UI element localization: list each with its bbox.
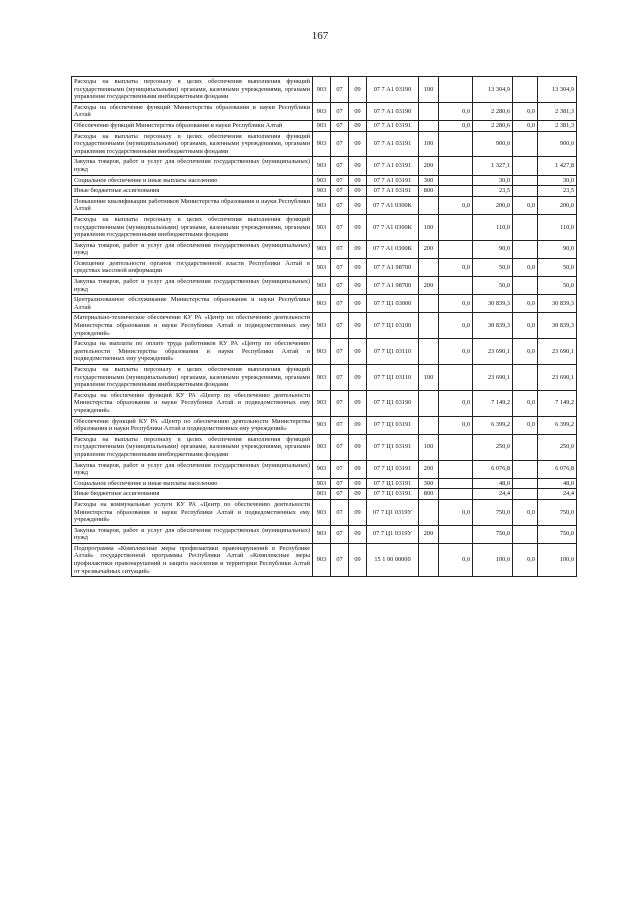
row-value-3: [513, 186, 538, 197]
row-value-3: 0,0: [513, 102, 538, 120]
row-description: Расходы на коммунальные услуги КУ РА «Центр по обеспечению деятельности Министерства образования и науки Республики Алтай и подведомственных ему учреждений»: [72, 499, 313, 525]
row-value-2: 2 280,6: [473, 120, 513, 131]
row-csr-code: 07 7 Ц1 03110: [367, 365, 419, 391]
row-value-4: 250,0: [538, 434, 577, 460]
row-pr-code: 09: [349, 365, 367, 391]
row-rz-code: 07: [331, 478, 349, 489]
row-value-4: 200,0: [538, 196, 577, 214]
table-row: [72, 102, 577, 120]
row-value-2: 6 076,8: [473, 460, 513, 478]
row-value-2: 24,4: [473, 489, 513, 500]
row-value-1: [439, 460, 473, 478]
row-value-1: 0,0: [439, 295, 473, 313]
row-value-1: [439, 186, 473, 197]
row-value-1: [439, 277, 473, 295]
row-rz-code: 07: [331, 434, 349, 460]
row-csr-code: 07 7 Ц1 03190: [367, 390, 419, 416]
row-pr-code: 09: [349, 186, 367, 197]
row-description: Повышение квалификации работников Министерства образования и науки Республики Алтай: [72, 196, 313, 214]
row-csr-code: 07 7 А1 03191: [367, 120, 419, 131]
row-gr-code: 903: [313, 196, 331, 214]
row-csr-code: 07 7 Ц1 03000: [367, 295, 419, 313]
row-value-1: [439, 525, 473, 543]
row-vr-code: [419, 543, 439, 576]
row-gr-code: 903: [313, 240, 331, 258]
row-rz-code: 07: [331, 295, 349, 313]
row-description: Освещение деятельности органов государственной власти Республики Алтай в средствах массовой информации: [72, 258, 313, 276]
row-csr-code: 07 7 Ц1 03110: [367, 339, 419, 365]
row-csr-code: 07 7 А1 98700: [367, 258, 419, 276]
row-rz-code: 07: [331, 175, 349, 186]
table-row: [72, 460, 577, 478]
row-gr-code: 903: [313, 157, 331, 175]
row-csr-code: 07 7 А1 03190: [367, 102, 419, 120]
row-value-2: 750,0: [473, 525, 513, 543]
row-gr-code: 903: [313, 186, 331, 197]
row-pr-code: 09: [349, 339, 367, 365]
row-description: Закупка товаров, работ и услуг для обеспечения государственных (муниципальных) нужд: [72, 525, 313, 543]
row-pr-code: 09: [349, 434, 367, 460]
row-value-4: 110,0: [538, 214, 577, 240]
row-value-3: 0,0: [513, 390, 538, 416]
row-description: Расходы на выплаты персоналу в целях обеспечения выполнения функций государственными (муниципальными) органами, казенными учреждениями, органами управления государственными внебюджетными фондами: [72, 214, 313, 240]
row-csr-code: 07 7 А1 0300К: [367, 240, 419, 258]
row-vr-code: [419, 295, 439, 313]
row-value-2: 200,0: [473, 196, 513, 214]
row-value-2: 23 690,1: [473, 339, 513, 365]
row-csr-code: 07 7 Ц1 03191: [367, 416, 419, 434]
row-description: Расходы на обеспечение функций Министерства образования и науки Республики Алтай: [72, 102, 313, 120]
row-pr-code: 09: [349, 214, 367, 240]
row-rz-code: 07: [331, 390, 349, 416]
row-value-4: 30,0: [538, 175, 577, 186]
row-rz-code: 07: [331, 313, 349, 339]
row-value-3: [513, 434, 538, 460]
row-value-3: 0,0: [513, 499, 538, 525]
row-gr-code: 903: [313, 489, 331, 500]
row-value-1: 0,0: [439, 390, 473, 416]
row-vr-code: [419, 339, 439, 365]
row-vr-code: 200: [419, 157, 439, 175]
row-value-2: 50,0: [473, 277, 513, 295]
row-value-3: [513, 157, 538, 175]
row-csr-code: 07 7 А1 03190: [367, 77, 419, 103]
row-gr-code: 903: [313, 131, 331, 157]
row-value-4: 750,0: [538, 525, 577, 543]
row-pr-code: 09: [349, 525, 367, 543]
row-value-3: 0,0: [513, 543, 538, 576]
table-row: [72, 489, 577, 500]
row-csr-code: 07 7 А1 03191: [367, 186, 419, 197]
row-value-1: 0,0: [439, 543, 473, 576]
table-row: [72, 186, 577, 197]
row-value-1: [439, 77, 473, 103]
row-pr-code: 09: [349, 416, 367, 434]
row-gr-code: 903: [313, 77, 331, 103]
table-row: [72, 339, 577, 365]
row-vr-code: 100: [419, 434, 439, 460]
row-rz-code: 07: [331, 102, 349, 120]
row-rz-code: 07: [331, 258, 349, 276]
row-value-2: 2 280,6: [473, 102, 513, 120]
row-value-3: [513, 175, 538, 186]
row-vr-code: 200: [419, 277, 439, 295]
row-vr-code: [419, 120, 439, 131]
row-description: Иные бюджетные ассигнования: [72, 186, 313, 197]
row-gr-code: 903: [313, 543, 331, 576]
row-rz-code: 07: [331, 131, 349, 157]
row-value-3: [513, 240, 538, 258]
row-vr-code: [419, 390, 439, 416]
table-row: [72, 478, 577, 489]
row-value-2: 30,0: [473, 175, 513, 186]
table-row: [72, 499, 577, 525]
row-value-2: 30 839,3: [473, 295, 513, 313]
row-description: Подпрограмма «Комплексные меры профилактики правонарушений в Республике Алтай» государственной программы Республики Алтай «Комплексные меры профилактики правонарушений и защита населения и территории Республики Алтай от чрезвычайных ситуаций»: [72, 543, 313, 576]
row-gr-code: 903: [313, 102, 331, 120]
row-value-1: 0,0: [439, 120, 473, 131]
row-gr-code: 903: [313, 277, 331, 295]
table-row: [72, 313, 577, 339]
row-gr-code: 903: [313, 258, 331, 276]
row-rz-code: 07: [331, 416, 349, 434]
table-row: [72, 434, 577, 460]
row-gr-code: 903: [313, 416, 331, 434]
row-vr-code: 300: [419, 478, 439, 489]
row-value-2: 900,0: [473, 131, 513, 157]
row-rz-code: 07: [331, 339, 349, 365]
row-gr-code: 903: [313, 525, 331, 543]
row-description: Расходы на выплаты персоналу в целях обеспечения выполнения функций государственными (муниципальными) органами, казенными учреждениями, органами управления государственными внебюджетными фондами: [72, 131, 313, 157]
row-csr-code: 15 1 00 00000: [367, 543, 419, 576]
row-value-4: 50,0: [538, 277, 577, 295]
table-body: [72, 77, 577, 577]
row-rz-code: 07: [331, 365, 349, 391]
row-value-1: [439, 240, 473, 258]
table-row: [72, 277, 577, 295]
row-value-2: 30 839,3: [473, 313, 513, 339]
row-gr-code: 903: [313, 460, 331, 478]
table-row: [72, 365, 577, 391]
row-csr-code: 07 7 А1 0300К: [367, 214, 419, 240]
row-value-2: 23,5: [473, 186, 513, 197]
row-csr-code: 07 7 А1 0300К: [367, 196, 419, 214]
row-pr-code: 09: [349, 460, 367, 478]
row-value-2: 90,0: [473, 240, 513, 258]
table-row: [72, 390, 577, 416]
row-pr-code: 09: [349, 295, 367, 313]
row-pr-code: 09: [349, 499, 367, 525]
table-row: [72, 157, 577, 175]
row-value-3: 0,0: [513, 416, 538, 434]
row-value-4: 6 076,8: [538, 460, 577, 478]
budget-table: [71, 76, 577, 577]
row-pr-code: 09: [349, 390, 367, 416]
row-pr-code: 09: [349, 102, 367, 120]
row-rz-code: 07: [331, 240, 349, 258]
row-csr-code: 07 7 Ц1 03191: [367, 489, 419, 500]
row-value-2: 1 327,1: [473, 157, 513, 175]
row-gr-code: 903: [313, 434, 331, 460]
row-rz-code: 07: [331, 157, 349, 175]
row-description: Обеспечение функций Министерства образования и науки Республики Алтай: [72, 120, 313, 131]
row-value-4: 30 839,3: [538, 295, 577, 313]
row-pr-code: 09: [349, 258, 367, 276]
row-vr-code: [419, 102, 439, 120]
table-row: [72, 240, 577, 258]
row-value-2: 7 149,2: [473, 390, 513, 416]
row-value-1: 0,0: [439, 196, 473, 214]
row-gr-code: 903: [313, 478, 331, 489]
row-description: Социальное обеспечение и иные выплаты населению: [72, 478, 313, 489]
row-value-1: 0,0: [439, 313, 473, 339]
row-csr-code: 07 7 А1 03191: [367, 157, 419, 175]
row-value-3: 0,0: [513, 196, 538, 214]
row-value-1: [439, 175, 473, 186]
row-csr-code: 07 7 Ц1 03191: [367, 434, 419, 460]
row-vr-code: [419, 416, 439, 434]
row-value-1: [439, 157, 473, 175]
row-value-3: 0,0: [513, 295, 538, 313]
row-gr-code: 903: [313, 295, 331, 313]
table-row: [72, 196, 577, 214]
row-pr-code: 09: [349, 131, 367, 157]
row-csr-code: 07 7 А1 03191: [367, 131, 419, 157]
row-vr-code: [419, 499, 439, 525]
row-csr-code: 07 7 Ц1 03100: [367, 313, 419, 339]
table-row: [72, 295, 577, 313]
row-description: Социальное обеспечение и иные выплаты населению: [72, 175, 313, 186]
row-description: Расходы на обеспечение функций КУ РА «Центр по обеспечению деятельности Министерства образования и науки Республики Алтай и подведомственных ему учреждений»: [72, 390, 313, 416]
row-value-4: 900,0: [538, 131, 577, 157]
row-value-1: 0,0: [439, 339, 473, 365]
row-value-4: 23,5: [538, 186, 577, 197]
row-csr-code: 07 7 Ц1 0319У: [367, 525, 419, 543]
row-value-1: 0,0: [439, 499, 473, 525]
row-rz-code: 07: [331, 460, 349, 478]
row-pr-code: 09: [349, 175, 367, 186]
row-rz-code: 07: [331, 543, 349, 576]
row-vr-code: 300: [419, 175, 439, 186]
row-description: Обеспечение функций КУ РА «Центр по обеспечению деятельности Министерства образования и науки Республики Алтай и подведомственных ему учреждений»: [72, 416, 313, 434]
row-value-2: 6 399,2: [473, 416, 513, 434]
row-value-4: 2 381,3: [538, 120, 577, 131]
row-value-4: 30 839,3: [538, 313, 577, 339]
row-value-1: [439, 214, 473, 240]
row-value-3: 0,0: [513, 120, 538, 131]
row-value-2: 250,0: [473, 434, 513, 460]
row-vr-code: [419, 313, 439, 339]
row-value-1: [439, 365, 473, 391]
row-rz-code: 07: [331, 499, 349, 525]
table-row: [72, 77, 577, 103]
row-value-3: 0,0: [513, 258, 538, 276]
row-rz-code: 07: [331, 186, 349, 197]
row-description: Централизованное обслуживание Министерства образования и науки Республики Алтай: [72, 295, 313, 313]
row-value-4: 23 690,1: [538, 365, 577, 391]
row-pr-code: 09: [349, 196, 367, 214]
row-value-3: [513, 131, 538, 157]
row-value-3: [513, 214, 538, 240]
row-rz-code: 07: [331, 196, 349, 214]
row-pr-code: 09: [349, 543, 367, 576]
row-vr-code: [419, 258, 439, 276]
row-description: Иные бюджетные ассигнования: [72, 489, 313, 500]
row-value-2: 13 304,9: [473, 77, 513, 103]
row-rz-code: 07: [331, 214, 349, 240]
row-csr-code: 07 7 А1 03191: [367, 175, 419, 186]
row-description: Закупка товаров, работ и услуг для обеспечения государственных (муниципальных) нужд: [72, 157, 313, 175]
row-csr-code: 07 7 Ц1 03191: [367, 478, 419, 489]
row-value-4: 100,0: [538, 543, 577, 576]
row-gr-code: 903: [313, 120, 331, 131]
row-value-1: 0,0: [439, 102, 473, 120]
row-description: Расходы на выплаты персоналу в целях обеспечения выполнения функций государственными (муниципальными) органами, казенными учреждениями, органами управления государственными внебюджетными фондами: [72, 77, 313, 103]
row-rz-code: 07: [331, 489, 349, 500]
row-vr-code: 100: [419, 131, 439, 157]
row-rz-code: 07: [331, 120, 349, 131]
row-value-3: [513, 365, 538, 391]
row-rz-code: 07: [331, 77, 349, 103]
row-value-4: 7 149,2: [538, 390, 577, 416]
page-number: 167: [311, 30, 329, 42]
row-vr-code: 100: [419, 214, 439, 240]
row-csr-code: 07 7 Ц1 0319У: [367, 499, 419, 525]
row-vr-code: 800: [419, 186, 439, 197]
row-pr-code: 09: [349, 77, 367, 103]
row-value-4: 50,0: [538, 258, 577, 276]
row-csr-code: 07 7 Ц1 03191: [367, 460, 419, 478]
row-gr-code: 903: [313, 390, 331, 416]
row-gr-code: 903: [313, 365, 331, 391]
row-value-2: 750,0: [473, 499, 513, 525]
row-vr-code: 800: [419, 489, 439, 500]
row-description: Закупка товаров, работ и услуг для обеспечения государственных (муниципальных) нужд: [72, 460, 313, 478]
row-value-4: 2 381,3: [538, 102, 577, 120]
row-csr-code: 07 7 А1 98700: [367, 277, 419, 295]
row-description: Закупка товаров, работ и услуг для обеспечения государственных (муниципальных) нужд: [72, 240, 313, 258]
table-row: [72, 525, 577, 543]
row-value-3: [513, 77, 538, 103]
row-vr-code: 200: [419, 460, 439, 478]
row-value-3: [513, 478, 538, 489]
row-pr-code: 09: [349, 120, 367, 131]
row-vr-code: 200: [419, 240, 439, 258]
table-row: [72, 258, 577, 276]
row-gr-code: 903: [313, 313, 331, 339]
row-gr-code: 903: [313, 214, 331, 240]
row-value-4: 23 690,1: [538, 339, 577, 365]
row-pr-code: 09: [349, 478, 367, 489]
table-row: [72, 416, 577, 434]
row-value-1: [439, 489, 473, 500]
row-value-1: [439, 131, 473, 157]
table-row: [72, 120, 577, 131]
row-value-3: [513, 460, 538, 478]
row-description: Материально-техническое обеспечение КУ РА «Центр по обеспечению деятельности Министерства образования и науки Республики Алтай и подведомственных ему учреждений»: [72, 313, 313, 339]
row-value-4: 48,0: [538, 478, 577, 489]
row-gr-code: 903: [313, 175, 331, 186]
row-pr-code: 09: [349, 313, 367, 339]
row-value-3: [513, 525, 538, 543]
row-rz-code: 07: [331, 525, 349, 543]
row-value-4: 1 427,8: [538, 157, 577, 175]
row-description: Закупка товаров, работ и услуг для обеспечения государственных (муниципальных) нужд: [72, 277, 313, 295]
row-pr-code: 09: [349, 489, 367, 500]
row-value-4: 750,0: [538, 499, 577, 525]
row-value-2: 48,0: [473, 478, 513, 489]
row-value-2: 50,0: [473, 258, 513, 276]
table-row: [72, 175, 577, 186]
row-value-4: 24,4: [538, 489, 577, 500]
row-value-2: 110,0: [473, 214, 513, 240]
table-row: [72, 214, 577, 240]
row-description: Расходы на выплаты персоналу в целях обеспечения выполнения функций государственными (муниципальными) органами, казенными учреждениями, органами управления государственными внебюджетными фондами: [72, 434, 313, 460]
row-pr-code: 09: [349, 157, 367, 175]
row-value-4: 90,0: [538, 240, 577, 258]
row-value-4: 13 304,9: [538, 77, 577, 103]
row-value-2: 100,0: [473, 543, 513, 576]
row-value-3: [513, 277, 538, 295]
row-description: Расходы на выплаты по оплате труда работников КУ РА «Центр по обеспечению деятельности Министерства образования и науки Республики Алтай и подведомственных ему учреждений»: [72, 339, 313, 365]
row-vr-code: [419, 196, 439, 214]
row-rz-code: 07: [331, 277, 349, 295]
row-gr-code: 903: [313, 339, 331, 365]
row-gr-code: 903: [313, 499, 331, 525]
row-pr-code: 09: [349, 277, 367, 295]
row-value-2: 23 690,1: [473, 365, 513, 391]
row-value-3: [513, 489, 538, 500]
row-vr-code: 200: [419, 525, 439, 543]
table-row: [72, 131, 577, 157]
row-value-3: 0,0: [513, 339, 538, 365]
row-value-1: [439, 478, 473, 489]
row-vr-code: 100: [419, 77, 439, 103]
row-value-4: 6 399,2: [538, 416, 577, 434]
row-value-3: 0,0: [513, 313, 538, 339]
row-vr-code: 100: [419, 365, 439, 391]
row-value-1: 0,0: [439, 416, 473, 434]
row-value-1: 0,0: [439, 258, 473, 276]
row-description: Расходы на выплаты персоналу в целях обеспечения выполнения функций государственными (муниципальными) органами, казенными учреждениями, органами управления государственными внебюджетными фондами: [72, 365, 313, 391]
row-value-1: [439, 434, 473, 460]
table-row: [72, 543, 577, 576]
row-pr-code: 09: [349, 240, 367, 258]
